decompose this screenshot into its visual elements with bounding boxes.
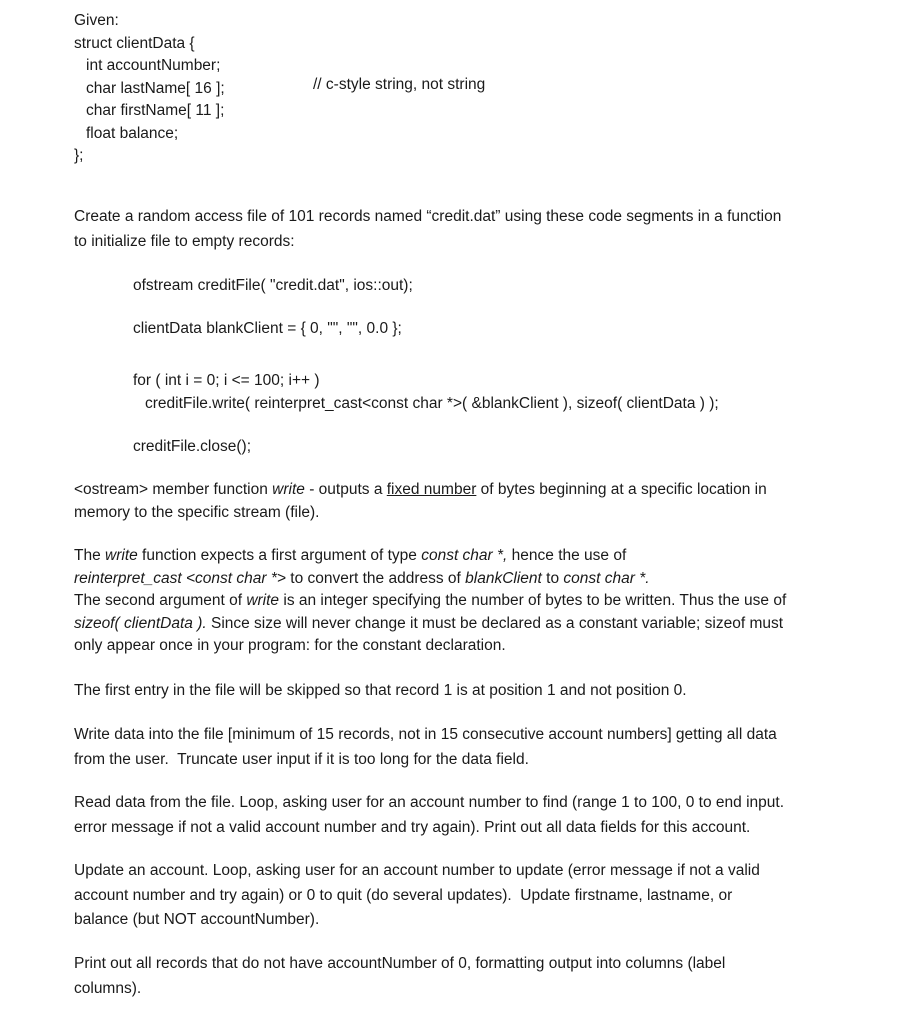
write-description: [74, 478, 864, 524]
text-run: Since size will never change it must be declared as a constant variable; sizeof must: [206, 614, 784, 632]
text-run: <ostream> member function: [74, 481, 273, 498]
text-run: blankClient: [465, 569, 542, 587]
write-data-task: [74, 723, 864, 772]
text-run: sizeof( clientData ).: [74, 614, 207, 632]
text-line: Write data into the file [minimum of 15 records, not in 15 consecutive account numbers] getting all data: [74, 726, 777, 743]
code-blank-client: clientData blankClient = { 0, "", "", 0.0 };: [133, 320, 402, 337]
code-close: creditFile.close();: [133, 438, 251, 455]
intro-line: to initialize file to empty records:: [74, 232, 295, 250]
intro-paragraph: [74, 205, 864, 254]
text-line: memory to the specific stream (file).: [74, 504, 320, 521]
struct-field: int accountNumber;: [86, 57, 221, 74]
struct-open: struct clientData {: [74, 34, 195, 52]
code-ofstream: ofstream creditFile( "credit.dat", ios::out);: [133, 277, 413, 294]
first-entry-note: The first entry in the file will be skipped so that record 1 is at position 1 and not position 0.: [74, 682, 687, 699]
struct-definition: [74, 10, 225, 168]
text-run: - outputs a: [304, 481, 387, 498]
string-comment: // c-style string, not string: [313, 76, 486, 93]
text-run: to: [541, 569, 564, 587]
text-line: only appear once in your program: for the constant declaration.: [74, 637, 506, 654]
text-line: Print out all records that do not have accountNumber of 0, formatting output into columns (label: [74, 955, 726, 972]
text-run: const char *.: [563, 569, 650, 587]
code-for: for ( int i = 0; i <= 100; i++ ): [133, 372, 320, 389]
text-line: from the user. Truncate user input if it is too long for the data field.: [74, 750, 529, 768]
text-run: The: [74, 547, 106, 564]
text-line: balance (but NOT accountNumber).: [74, 911, 320, 928]
code-write: creditFile.write( reinterpret_cast<const char *>( &blankClient ), sizeof( clientData ) );: [145, 394, 719, 412]
text-run: const char *,: [421, 547, 508, 564]
text-run: to convert the address of: [285, 569, 466, 587]
struct-field: char lastName[ 16 ];: [86, 79, 225, 97]
text-run: function expects a first argument of type: [137, 547, 422, 564]
text-line: columns).: [74, 979, 142, 997]
update-task: [74, 859, 864, 933]
text-run: of bytes beginning at a specific location in: [476, 481, 767, 498]
text-run: write: [246, 592, 280, 609]
text-run: fixed number: [386, 481, 477, 498]
print-task: [74, 952, 864, 1001]
text-run: write: [272, 481, 305, 498]
struct-field: char firstName[ 11 ];: [86, 102, 225, 119]
struct-field: float balance;: [86, 124, 179, 142]
text-run: The second argument of: [74, 592, 247, 609]
given-label: Given:: [74, 12, 119, 29]
text-line: Read data from the file. Loop, asking user for an account number to find (range 1 to 100, 0 to end input.: [74, 794, 785, 811]
code-for-loop: [133, 370, 719, 415]
text-run: reinterpret_cast <const char *>: [74, 569, 286, 587]
intro-line: Create a random access file of 101 records named “credit.dat” using these code segments in a function: [74, 208, 782, 225]
text-run: is an integer specifying the number of bytes to be written. Thus the use of: [279, 592, 787, 609]
struct-close: };: [74, 147, 84, 164]
text-run: hence the use of: [507, 547, 627, 564]
text-run: write: [105, 547, 138, 564]
text-line: error message if not a valid account number and try again). Print out all data fields for this account.: [74, 818, 751, 836]
read-data-task: [74, 791, 864, 840]
text-line: account number and try again) or 0 to quit (do several updates). Update firstname, lastname, or: [74, 886, 733, 904]
text-line: Update an account. Loop, asking user for an account number to update (error message if not a valid: [74, 862, 760, 879]
write-explanation: [74, 545, 864, 658]
